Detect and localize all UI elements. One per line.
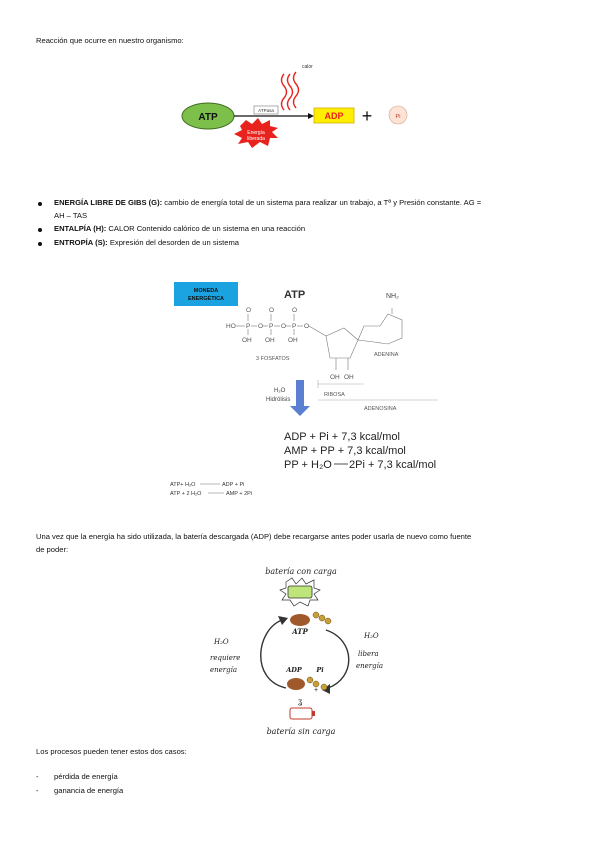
libera-label: libera — [358, 650, 379, 658]
heat-wave-3 — [294, 72, 299, 108]
small-eq-2b: AMP + 2Pi — [226, 491, 253, 497]
o3-label: O — [304, 323, 310, 330]
svg-text:+: + — [314, 687, 319, 694]
bullet-entalpia — [54, 223, 305, 235]
svg-text:ʓ: ʓ — [297, 697, 303, 706]
oh-ribose-2: OH — [344, 374, 354, 381]
h2o-left: H₂O — [214, 638, 229, 646]
entalpia-term: ENTALPÍA (H): — [54, 224, 107, 233]
nh2-label: NH₂ — [386, 293, 399, 300]
energia-liberada-1: Energía — [247, 130, 265, 136]
oh-ribose-1: OH — [330, 374, 340, 381]
right-arc — [326, 630, 349, 688]
bullet-gibbs-cont: AH – TAS — [54, 211, 88, 220]
atp-reaction-figure — [180, 58, 420, 150]
dash-1: - — [36, 772, 39, 781]
case-2: ganancia de energía — [54, 786, 124, 795]
p3-label: P — [292, 323, 297, 330]
oh3-label: OH — [288, 337, 298, 344]
moneda-label-2: ENERGÉTICA — [187, 296, 225, 302]
o6-label: O — [292, 307, 298, 314]
intro-text: Reacción que ocurre en nuestro organismo: — [36, 36, 184, 45]
pi-label: Pi — [395, 114, 401, 120]
energia-liberada-2: liberada — [247, 136, 265, 142]
adp-label: ADP — [324, 111, 344, 121]
heat-wave-2 — [288, 74, 293, 110]
equation-3a: PP + H₂O — [284, 459, 332, 471]
equation-3b: 2Pi + 7,3 kcal/mol — [349, 459, 437, 471]
equation-1: ADP + Pi + 7,3 kcal/mol — [284, 431, 400, 443]
charged-battery — [288, 586, 312, 598]
atp-molecule — [290, 614, 310, 626]
hydrolysis-arrow — [296, 380, 304, 408]
oh2-label: OH — [265, 337, 275, 344]
entalpia-def: CALOR Contenido calórico de un sistema en una reacción — [106, 224, 306, 233]
small-eq-1b: ADP + Pi — [222, 482, 245, 488]
pi-molecule — [321, 684, 327, 690]
o5-label: O — [269, 307, 275, 314]
plus-sign: + — [361, 106, 373, 126]
paragraph-line-2: de poder: — [36, 545, 69, 554]
p2-label: P — [269, 323, 274, 330]
requiere-label: requiere — [210, 654, 241, 662]
atp-cycle-label: ATP — [292, 627, 308, 636]
small-eq-1a: ATP+ H₂O — [170, 482, 196, 488]
pi-cycle-label: Pi — [316, 666, 324, 674]
empty-battery — [290, 708, 312, 719]
p1-label: P — [246, 323, 251, 330]
moneda-box — [174, 282, 238, 306]
o2-label: O — [281, 323, 287, 330]
atpasa-label: ATPasa — [258, 108, 274, 113]
bateria-sin-carga: batería sin carga — [266, 727, 336, 736]
left-arc — [261, 620, 286, 688]
bullet-dot — [38, 202, 42, 206]
oh1-label: OH — [242, 337, 252, 344]
small-eq-2a: ATP + 2 H₂O — [170, 491, 202, 497]
heat-wave-1 — [282, 74, 287, 110]
h2o-label: H₂O — [274, 388, 286, 394]
h2o-right: H₂O — [364, 632, 379, 640]
ho-label: HO — [226, 323, 236, 330]
o4-label: O — [246, 307, 252, 314]
entropia-term: ENTROPÍA (S): — [54, 238, 108, 247]
dash-2: - — [36, 786, 39, 795]
bullet-dot — [38, 242, 42, 246]
bullet-gibbs — [54, 197, 574, 209]
entropia-def: Expresión del desorden de un sistema — [107, 238, 240, 247]
paragraph-line-1: Una vez que la energía ha sido utilizada, la batería descargada (ADP) debe recargarse antes poder usarla de nuevo como fuente — [36, 532, 472, 541]
bateria-con-carga: batería con carga — [265, 567, 337, 576]
gibbs-term: ENERGÍA LIBRE DE GIBS (G): — [54, 198, 163, 207]
adp-cycle-label: ADP — [286, 666, 302, 674]
ribosa-label: RIBOSA — [324, 392, 345, 398]
equation-2: AMP + PP + 7,3 kcal/mol — [284, 445, 406, 457]
energia-left-label: energía — [210, 666, 238, 674]
hidrolisis-label: Hidrólisis — [266, 397, 291, 403]
adenina-label: ADENINA — [374, 352, 399, 358]
atp-title: ATP — [284, 289, 306, 301]
atp-label: ATP — [198, 112, 218, 123]
fosfatos-label: 3 FOSFATOS — [256, 356, 290, 362]
energia-right-label: energía — [356, 662, 384, 670]
gibbs-def: cambio de energía total de un sistema para realizar un trabajo, a Tª y Presión constante. AG = — [162, 198, 482, 207]
adenosina-label: ADENOSINA — [364, 406, 397, 412]
bullet-dot — [38, 228, 42, 232]
moneda-label-1: MONEDA — [193, 288, 219, 294]
case-1: pérdida de energía — [54, 772, 118, 781]
battery-cycle-figure — [196, 560, 406, 740]
atp-structure-figure — [168, 276, 444, 502]
adp-molecule — [287, 678, 305, 690]
bullet-entropia — [54, 237, 239, 249]
calor-label: calor — [302, 64, 313, 70]
o1-label: O — [258, 323, 264, 330]
cases-intro: Los procesos pueden tener estos dos casos: — [36, 747, 187, 756]
